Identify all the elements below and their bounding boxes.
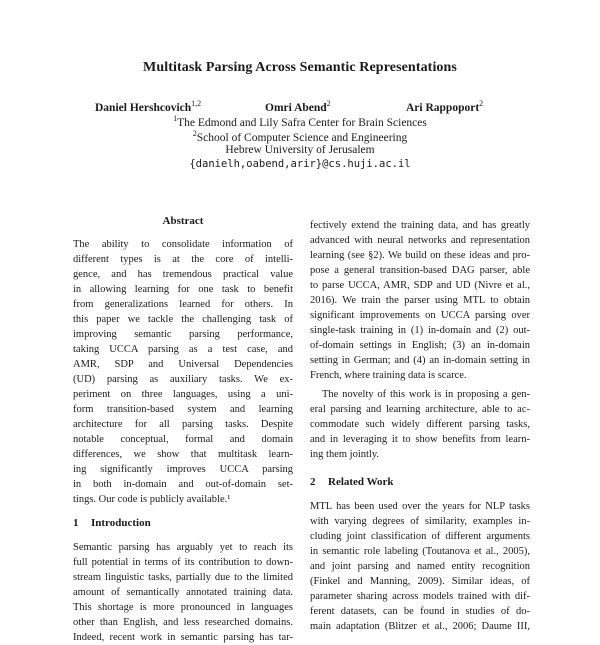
- abstract-line: improving semantic parsing performance,: [73, 329, 293, 340]
- body-line: The novelty of this work is in proposing a gen-: [322, 389, 530, 400]
- related-line: (Finkel and Manning, 2009). Similar ideas, of: [310, 576, 530, 587]
- affiliation-1: [0, 114, 600, 129]
- body-line: fectively extend the training data, and has greatly: [310, 220, 530, 231]
- affiliation-2: [0, 129, 600, 144]
- author-1: [95, 99, 201, 114]
- body-line: of-domain settings in English; (3) an in-domain: [310, 340, 530, 351]
- author-2: [265, 99, 331, 114]
- abstract-line: in allowing learning for one task to benefit: [73, 284, 293, 295]
- section-heading-introduction: [73, 516, 151, 531]
- abstract-line: ing significantly improves UCCA parsing: [73, 464, 293, 475]
- abstract-line: taking UCCA parsing as a test case, and: [73, 344, 293, 355]
- author-name: Daniel Hershcovich: [95, 101, 192, 114]
- related-line: and joint parsing and named entity recognition: [310, 561, 530, 572]
- abstract-line: form transition-based system and learning: [73, 404, 293, 415]
- body-line: pose a general transition-based DAG parser, able: [310, 265, 530, 276]
- body-line: ing them jointly.: [310, 449, 380, 460]
- author-emails: {danielh,oabend,arir}@cs.huji.ac.il: [189, 158, 411, 170]
- affiliation-text: Hebrew University of Jerusalem: [225, 144, 375, 156]
- related-line: cluding joint classification of different arguments: [310, 531, 530, 542]
- affiliation-text: The Edmond and Lily Safra Center for Brain Sciences: [177, 116, 427, 129]
- abstract-line: periment on three languages, using a uni-: [73, 389, 293, 400]
- abstract-line: tings. Our code is publicly available.¹: [73, 494, 231, 505]
- affiliation-mark: 2: [192, 129, 197, 138]
- related-line: main adaptation (Blitzer et al., 2006; Daume III,: [310, 621, 530, 632]
- body-line: advanced with neural networks and representation: [310, 235, 530, 246]
- author-affil-mark: 2: [326, 99, 331, 108]
- affiliation-text: School of Computer Science and Engineering: [196, 131, 408, 144]
- section-title: Related Work: [328, 476, 394, 488]
- author-name: Ari Rappoport: [406, 101, 480, 114]
- intro-line: amount of semantically annotated training data.: [73, 587, 293, 598]
- abstract-line: different types is at the core of intelli-: [73, 254, 293, 265]
- abstract-line: (UD) parsing as auxiliary tasks. We ex-: [73, 374, 293, 385]
- section-number: 2: [310, 476, 316, 488]
- related-line: ferent datasets, can be found in studies of do-: [310, 606, 530, 617]
- author-3: [406, 99, 483, 114]
- abstract-line: notable conceptual, formal and domain: [73, 434, 293, 445]
- section-heading-related-work: [310, 475, 394, 490]
- paper-title: Multitask Parsing Across Semantic Representations: [143, 60, 457, 75]
- body-line: to parse UCCA, AMR, SDP and UD (Nivre et al.,: [310, 280, 530, 291]
- abstract-heading: Abstract: [162, 215, 204, 227]
- affiliation-mark: 1: [173, 114, 178, 123]
- abstract-line: in both in-domain and out-of-domain set-: [73, 479, 293, 490]
- author-affil-mark: 1,2: [191, 99, 202, 108]
- body-line: and in leveraging it to show benefits from learn-: [310, 434, 530, 445]
- intro-line: full potential in terms of its contribution to down-: [73, 557, 293, 568]
- related-line: in semantic role labeling (Toutanova et al., 2005),: [310, 546, 530, 557]
- body-line: single-task training in (1) in-domain and (2) out-: [310, 325, 530, 336]
- abstract-line: AMR, SDP and Universal Dependencies: [73, 359, 293, 370]
- related-line: with varying degrees of similarity, examples in-: [310, 516, 530, 527]
- author-affil-mark: 2: [479, 99, 484, 108]
- intro-line: Semantic parsing has arguably yet to reach its: [73, 542, 293, 553]
- section-title: Introduction: [91, 517, 151, 529]
- intro-line: This shortage is more pronounced in languages: [73, 602, 293, 613]
- affiliation-3: [0, 144, 600, 156]
- abstract-line: differences, we show that multitask learn-: [73, 449, 293, 460]
- related-line: MTL has been used over the years for NLP tasks: [310, 501, 530, 512]
- body-line: eral parsing and learning architecture, able to ac-: [310, 404, 530, 415]
- body-line: French, where training data is scarce.: [310, 370, 467, 381]
- intro-line: stream linguistic tasks, partially due to the limited: [73, 572, 293, 583]
- abstract-line: The ability to consolidate information of: [73, 239, 293, 250]
- related-line: parameter sharing across models trained with dif-: [310, 591, 530, 602]
- body-line: learning (see §2). We build on these ideas and pro-: [310, 250, 530, 261]
- intro-line: other than English, and less researched domains.: [73, 617, 293, 628]
- body-line: setting in German; and (4) an in-domain setting in: [310, 355, 530, 366]
- abstract-line: gence, and has tremendous practical value: [73, 269, 293, 280]
- abstract-line: architecture for all parsing tasks. Despite: [73, 419, 293, 430]
- abstract-line: this paper we tackle the challenging task of: [73, 314, 293, 325]
- abstract-line: from generalizations learned for others. In: [73, 299, 293, 310]
- body-line: significant improvements on UCCA parsing over: [310, 310, 530, 321]
- body-line: 2016). We train the parser using MTL to obtain: [310, 295, 530, 306]
- intro-line: Indeed, recent work in semantic parsing has tar-: [73, 632, 293, 643]
- section-number: 1: [73, 517, 79, 529]
- body-line: commodate such widely different parsing tasks,: [310, 419, 530, 430]
- author-name: Omri Abend: [265, 101, 327, 114]
